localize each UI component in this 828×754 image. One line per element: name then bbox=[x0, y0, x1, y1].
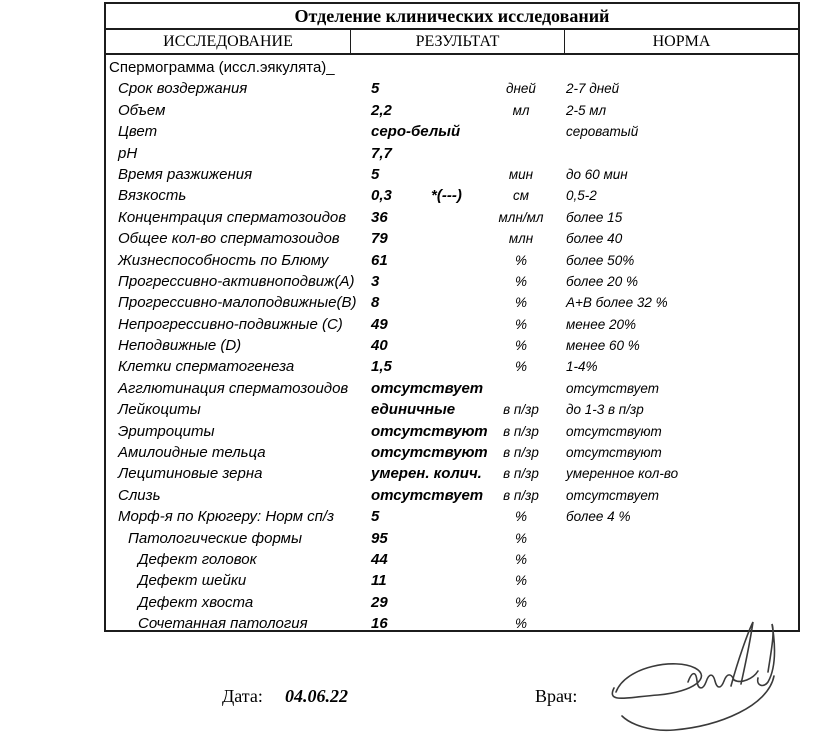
row-norm: до 60 мин bbox=[566, 166, 628, 182]
row-label: Цвет bbox=[118, 123, 158, 141]
row-unit: % bbox=[514, 316, 527, 332]
table-row bbox=[106, 549, 798, 570]
row-flag: *(---) bbox=[431, 187, 462, 205]
row-norm: более 50% bbox=[566, 252, 635, 268]
doctor-signature-icon bbox=[598, 620, 793, 735]
row-norm: 2-5 мл bbox=[566, 102, 607, 118]
table-row bbox=[106, 485, 798, 506]
row-label: Срок воздержания bbox=[118, 80, 248, 98]
row-unit: % bbox=[514, 594, 527, 610]
row-unit: % bbox=[514, 338, 527, 354]
row-unit: в п/зр bbox=[503, 423, 539, 439]
row-result: 0,3 bbox=[371, 187, 392, 205]
row-unit: в п/зр bbox=[503, 445, 539, 461]
row-result: 79 bbox=[371, 230, 388, 248]
section-header-label: Спермограмма (иссл.эякулята)_ bbox=[109, 59, 335, 76]
row-label: Общее кол-во сперматозоидов bbox=[118, 230, 340, 248]
row-result: умерен. колич. bbox=[371, 465, 482, 483]
row-result: 5 bbox=[371, 165, 380, 183]
date-value: 04.06.22 bbox=[285, 686, 348, 706]
table-row bbox=[106, 121, 798, 142]
row-norm: более 20 % bbox=[566, 273, 638, 289]
table-row bbox=[106, 421, 798, 442]
row-label: Амилоидные тельца bbox=[118, 444, 266, 462]
row-label: Объем bbox=[118, 101, 166, 119]
table-header-row bbox=[106, 30, 798, 55]
row-result: отсутствует bbox=[371, 379, 484, 397]
row-result: 61 bbox=[371, 251, 388, 269]
row-result: 44 bbox=[371, 550, 388, 568]
section-header-row bbox=[106, 57, 798, 78]
row-norm: более 15 bbox=[566, 209, 623, 225]
table-row bbox=[106, 378, 798, 399]
date-label: Дата: bbox=[222, 686, 263, 706]
row-norm: менее 60 % bbox=[566, 338, 640, 354]
row-norm: 0,5-2 bbox=[566, 188, 597, 204]
row-result: 16 bbox=[371, 615, 388, 633]
row-label: Патологические формы bbox=[128, 529, 303, 547]
row-result: 8 bbox=[371, 294, 380, 312]
table-row bbox=[106, 78, 798, 99]
row-unit: % bbox=[514, 551, 527, 567]
row-result: 5 bbox=[371, 80, 380, 98]
row-label: Морф-я по Крюгеру: Норм сп/з bbox=[118, 508, 335, 526]
row-norm: 1-4% bbox=[566, 359, 598, 375]
row-result: 3 bbox=[371, 272, 380, 290]
row-unit: см bbox=[512, 188, 529, 204]
row-unit: в п/зр bbox=[503, 487, 539, 503]
table-row bbox=[106, 356, 798, 377]
row-label: Жизнеспособность по Блюму bbox=[118, 251, 329, 269]
row-result: 49 bbox=[371, 315, 388, 333]
row-unit: % bbox=[514, 530, 527, 546]
table-row bbox=[106, 335, 798, 356]
row-norm: отсутствуют bbox=[566, 423, 662, 439]
row-unit: % bbox=[514, 616, 527, 632]
row-label: pH bbox=[118, 144, 138, 162]
row-unit: в п/зр bbox=[503, 466, 539, 482]
table-row bbox=[106, 506, 798, 527]
row-label: Непрогрессивно-подвижные (С) bbox=[118, 315, 343, 333]
row-label: Лецитиновые зерна bbox=[118, 465, 263, 483]
table-row bbox=[106, 399, 798, 420]
row-label: Эритроциты bbox=[118, 422, 215, 440]
row-result: 5 bbox=[371, 508, 380, 526]
row-result: 95 bbox=[371, 529, 388, 547]
row-label: Дефект головок bbox=[138, 550, 257, 568]
row-label: Агглютинация сперматозоидов bbox=[118, 379, 349, 397]
table-row bbox=[106, 207, 798, 228]
table-row bbox=[106, 271, 798, 292]
row-norm: А+В более 32 % bbox=[566, 295, 668, 311]
row-unit: % bbox=[514, 273, 527, 289]
table-body bbox=[106, 55, 798, 635]
row-unit: млн bbox=[508, 231, 534, 247]
column-header-issledovanie: ИССЛЕДОВАНИЕ bbox=[106, 30, 351, 53]
row-result: 29 bbox=[371, 593, 388, 611]
row-unit: % bbox=[514, 252, 527, 268]
row-label: Вязкость bbox=[118, 187, 187, 205]
row-result: 7,7 bbox=[371, 144, 392, 162]
row-norm: отсутствует bbox=[566, 380, 659, 396]
row-unit: % bbox=[514, 509, 527, 525]
row-label: Лейкоциты bbox=[118, 401, 201, 419]
column-header-norma: НОРМА bbox=[564, 30, 798, 53]
table-row bbox=[106, 100, 798, 121]
row-norm: менее 20% bbox=[566, 316, 636, 332]
row-label: Время разжижения bbox=[118, 165, 253, 183]
table-row bbox=[106, 292, 798, 313]
row-norm: до 1-3 в п/зр bbox=[566, 402, 644, 418]
row-unit: мл bbox=[512, 102, 530, 118]
table-row bbox=[106, 143, 798, 164]
row-unit: % bbox=[514, 573, 527, 589]
table-row bbox=[106, 463, 798, 484]
row-label: Клетки сперматогенеза bbox=[118, 358, 295, 376]
column-header-rezultat: РЕЗУЛЬТАТ bbox=[415, 32, 500, 50]
row-norm: 2-7 дней bbox=[566, 81, 620, 97]
table-row bbox=[106, 592, 798, 613]
row-result: 40 bbox=[371, 337, 388, 355]
table-row bbox=[106, 314, 798, 335]
row-norm: отсутствуют bbox=[566, 445, 662, 461]
row-result: 1,5 bbox=[371, 358, 392, 376]
row-label: Сочетанная патология bbox=[138, 615, 308, 633]
table-row bbox=[106, 228, 798, 249]
table-row bbox=[106, 528, 798, 549]
row-unit: в п/зр bbox=[503, 402, 539, 418]
row-label: Концентрация сперматозоидов bbox=[118, 208, 347, 226]
row-result: единичные bbox=[371, 401, 456, 419]
row-label: Неподвижные (D) bbox=[118, 337, 242, 355]
row-result: отсутствуют bbox=[371, 444, 488, 462]
row-label: Дефект шейки bbox=[138, 572, 247, 590]
row-unit: млн/мл bbox=[498, 209, 544, 225]
row-result: серо-белый bbox=[371, 123, 461, 141]
row-result: 36 bbox=[371, 208, 388, 226]
row-result: отсутствует bbox=[371, 486, 484, 504]
row-norm: умеренное кол-во bbox=[566, 466, 679, 482]
row-unit: % bbox=[514, 359, 527, 375]
row-norm: сероватый bbox=[566, 124, 639, 140]
table-row bbox=[106, 250, 798, 271]
row-result: 2,2 bbox=[371, 101, 392, 119]
row-norm: более 40 bbox=[566, 231, 623, 247]
row-label: Прогрессивно-активноподвиж(А) bbox=[118, 272, 355, 290]
row-result: 11 bbox=[371, 572, 387, 590]
table-row bbox=[106, 185, 798, 206]
table-row bbox=[106, 442, 798, 463]
row-label: Слизь bbox=[118, 486, 161, 504]
row-norm: более 4 % bbox=[566, 509, 631, 525]
row-label: Дефект хвоста bbox=[138, 593, 254, 611]
row-norm: отсутствует bbox=[566, 487, 659, 503]
lab-report-table bbox=[104, 2, 800, 632]
row-result: отсутствуют bbox=[371, 422, 488, 440]
doctor-label: Врач: bbox=[535, 686, 578, 706]
report-title: Отделение клинических исследований bbox=[106, 4, 798, 30]
table-row bbox=[106, 164, 798, 185]
row-unit: % bbox=[514, 295, 527, 311]
row-unit: дней bbox=[506, 81, 536, 97]
row-label: Прогрессивно-малоподвижные(В) bbox=[118, 294, 357, 312]
table-row bbox=[106, 570, 798, 591]
row-unit: мин bbox=[508, 166, 534, 182]
